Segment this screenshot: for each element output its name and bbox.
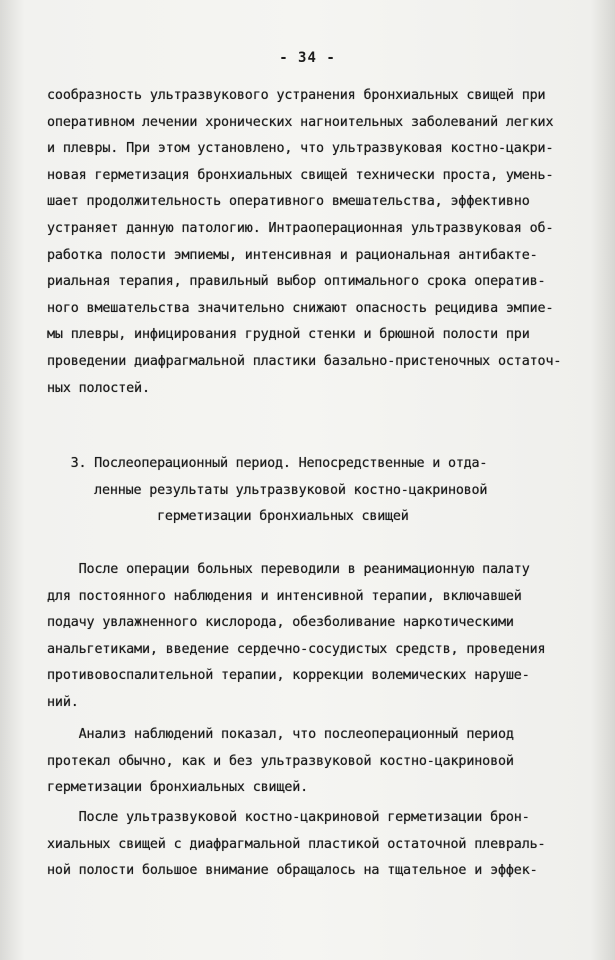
text-line: хиальных свищей с диафрагмальной пластикой остаточной плевраль- (47, 836, 546, 852)
text-line: После операции больных переводили в реанимационную палату (47, 562, 530, 577)
paragraph-1 (47, 83, 577, 402)
text-line: Анализ наблюдений показал, что послеоперационный период (47, 727, 514, 742)
text-line: герметизации бронхиальных свищей. (47, 780, 309, 796)
paragraph-2 (47, 557, 577, 717)
text-line: мы плевры, инфицирования грудной стенки и брюшной полости при (47, 327, 530, 343)
text-line: После ультразвуковой костно-цакриновой герметизации брон- (47, 810, 530, 825)
heading-line: 3. Послеоперационный период. Непосредственные и отда- (47, 456, 488, 471)
text-line: для постоянного наблюдения и интенсивной терапии, включавшей (47, 588, 522, 604)
text-line: ной полости большое внимание обращалось на тщательное и эффек- (47, 863, 538, 879)
text-line: работка полости эмпиемы, интенсивная и рациональная антибакте- (47, 247, 538, 263)
text-line: анальгетиками, введение сердечно-сосудистых средств, проведения (47, 641, 546, 657)
text-line: ных полостей. (47, 380, 150, 396)
text-line: проведении диафрагмальной пластики базально-пристеночных остаточ- (47, 353, 562, 369)
heading-line: ленные результаты ультразвуковой костно-цакриновой (47, 482, 488, 498)
heading-line: герметизации бронхиальных свищей (47, 509, 409, 525)
text-line: шает продолжительность оперативного вмешательства, эффективно (47, 194, 530, 210)
section-heading (47, 451, 577, 531)
text-line: подачу увлажненного кислорода, обезболивание наркотическими (47, 615, 514, 631)
text-line: устраняет данную патологию. Интраоперационная ультразвуковая об- (47, 220, 554, 236)
text-line: ного вмешательства значительно снижают опасность рецидива эмпие- (47, 300, 554, 316)
text-line: оперативном лечении хронических нагноительных заболеваний легких (47, 114, 554, 130)
page-number: - 34 - (279, 50, 336, 66)
text-line: и плевры. При этом установлено, что ультразвуковая костно-цакри- (47, 141, 554, 157)
paragraph-4 (47, 805, 577, 885)
text-line: риальная терапия, правильный выбор оптимального срока оператив- (47, 274, 546, 290)
text-line: протекал обычно, как и без ультразвуковой костно-цакриновой (47, 753, 514, 769)
paragraph-3 (47, 722, 577, 802)
text-line: новая герметизация бронхиальных свищей технически проста, умень- (47, 167, 554, 183)
text-line: сообразность ультразвукового устранения бронхиальных свищей при (47, 88, 546, 103)
text-line: противовоспалительной терапии, коррекции волемических наруше- (47, 668, 530, 684)
text-line: ний. (47, 694, 79, 710)
